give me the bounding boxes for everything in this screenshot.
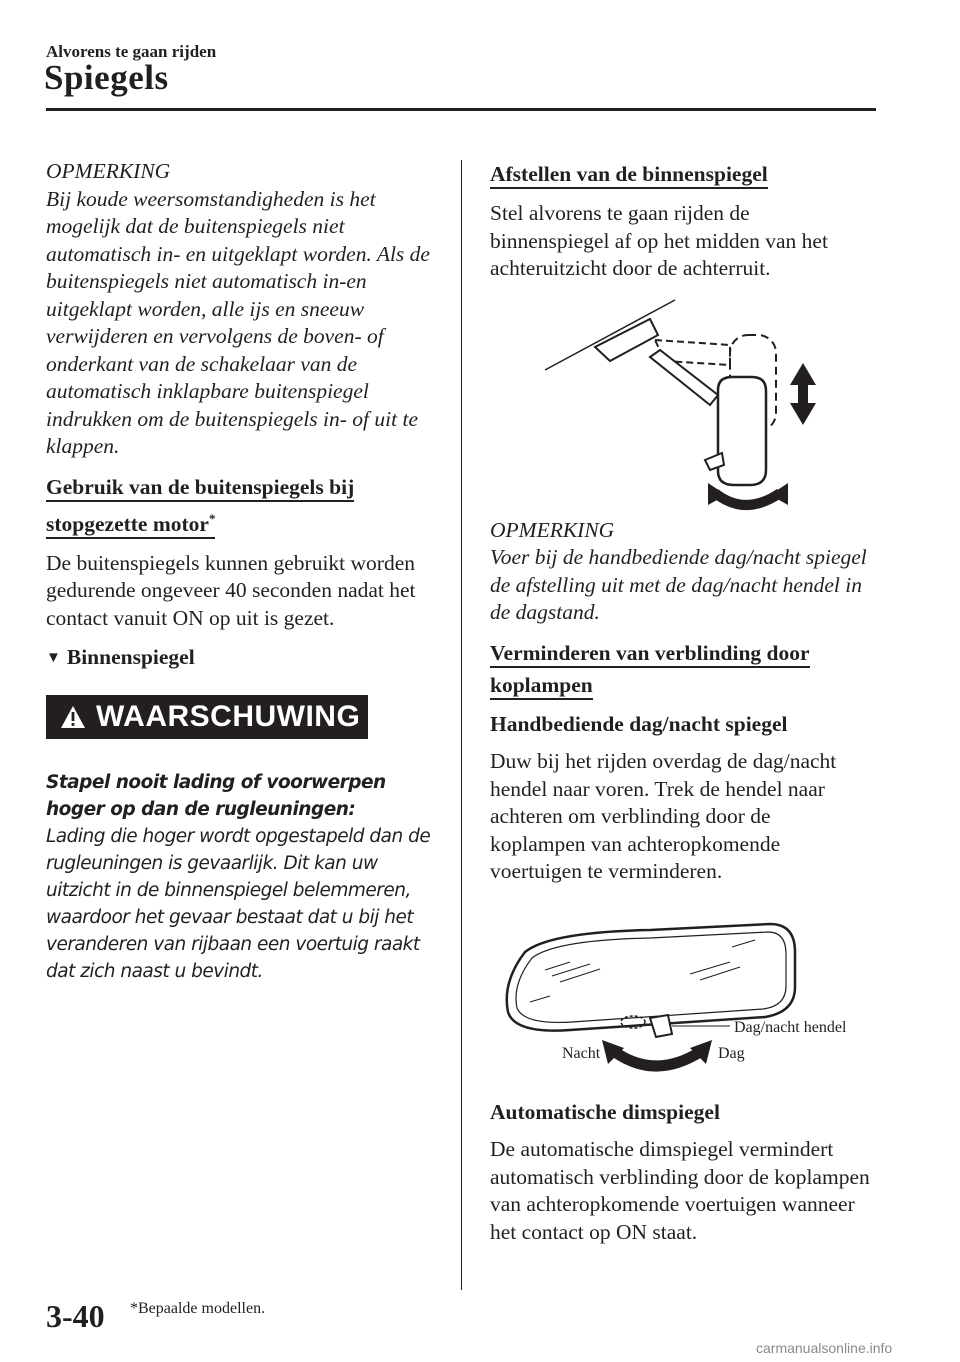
subhead-text: Afstellen van de binnenspiegel: [490, 162, 768, 189]
label-dag-nacht-hendel: Dag/nacht hendel: [734, 1019, 847, 1036]
body-text: De automatische dimspiegel vermindert automatisch verblinding door de koplampen van achteropkomende voertuigen wanneer het contact op ON staat.: [490, 1137, 870, 1244]
warning-text: Lading die hoger wordt opgestapeld dan de rugleuningen is gevaarlijk. Dit kan uw uitzicht in de binnenspiegel belemmeren, waardoor het gevaar bestaat dat u bij het veranderen van rijbaan een voertuig raakt dat zich naast u bevindt.: [46, 825, 431, 982]
label-dag: Dag: [718, 1045, 745, 1062]
note-label: OPMERKING: [46, 159, 171, 183]
body-text: Stel alvorens te gaan rijden de binnenspiegel af op het midden van het achteruitzicht door de achterruit.: [490, 201, 828, 280]
day-night-mirror-illustration: [490, 912, 870, 1082]
footnote-mark: *: [208, 510, 216, 526]
subhead-line: Gebruik van de buitenspiegels bij: [46, 475, 354, 502]
column-divider: [461, 160, 462, 1290]
note-text: Voer bij de handbediende dag/nacht spiegel de afstelling uit met de dag/nacht hendel in de dagstand.: [490, 545, 867, 624]
label-nacht: Nacht: [562, 1045, 601, 1062]
subhead-buitenspiegels-stopgezette-motor: [46, 471, 438, 540]
warning-label: WAARSCHUWING: [96, 699, 361, 733]
note-label: OPMERKING: [490, 517, 615, 542]
subhead-line: Verminderen van verblinding door: [490, 641, 810, 668]
subhead-verminderen: [490, 637, 870, 701]
handbediende-title: Handbediende dag/nacht spiegel: [490, 711, 788, 736]
mirror-adjustment-illustration: [540, 295, 820, 520]
page-title: Spiegels: [44, 58, 169, 97]
section-heading-binnenspiegel: [46, 644, 438, 673]
page-number: 3-40: [46, 1298, 105, 1334]
watermark: carmanualsonline.info: [756, 1340, 893, 1356]
note-text: Bij koude weersomstandigheden is het mogelijk dat de buitenspiegels niet automatisch in- en uitgeklapt worden. Als de buitenspiegels niet automatisch in-en uitgeklapt worden, alle ijs en sneeuw verwijderen en vervolgens de boven- of onderkant van de schakelaar van de automatisch inklapbare buitenspiegel indrukken om de buitenspiegels in- of uit te klappen.: [46, 186, 430, 458]
warning-banner: [46, 695, 368, 739]
body-text: Duw bij het rijden overdag de dag/nacht hendel naar voren. Trek de hendel naar achteren om verblinding door de koplampen van achteropkomende voertuigen te verminderen.: [490, 749, 837, 883]
subhead-afstellen: [490, 158, 870, 190]
subhead-text: stopgezette motor: [46, 511, 209, 536]
warning-heading: Stapel nooit lading of voorwerpen hoger op dan de rugleuningen:: [46, 771, 386, 820]
warning-triangle-icon: [60, 705, 86, 729]
body-text: De buitenspiegels kunnen gebruikt worden gedurende ongeveer 40 seconden nadat het contact vanuit ON op uit is gezet.: [46, 550, 416, 630]
left-column: [46, 158, 438, 985]
section-label: Alvorens te gaan rijden: [46, 42, 217, 61]
subhead-line: koplampen: [490, 673, 593, 700]
subhead-line: [46, 512, 215, 539]
footnote: *Bepaalde modellen.: [130, 1300, 266, 1317]
triangle-icon: ▼: [46, 650, 61, 667]
section-heading-text: Binnenspiegel: [66, 645, 195, 670]
auto-dim-title: Automatische dimspiegel: [490, 1099, 720, 1124]
title-rule: [46, 108, 876, 111]
